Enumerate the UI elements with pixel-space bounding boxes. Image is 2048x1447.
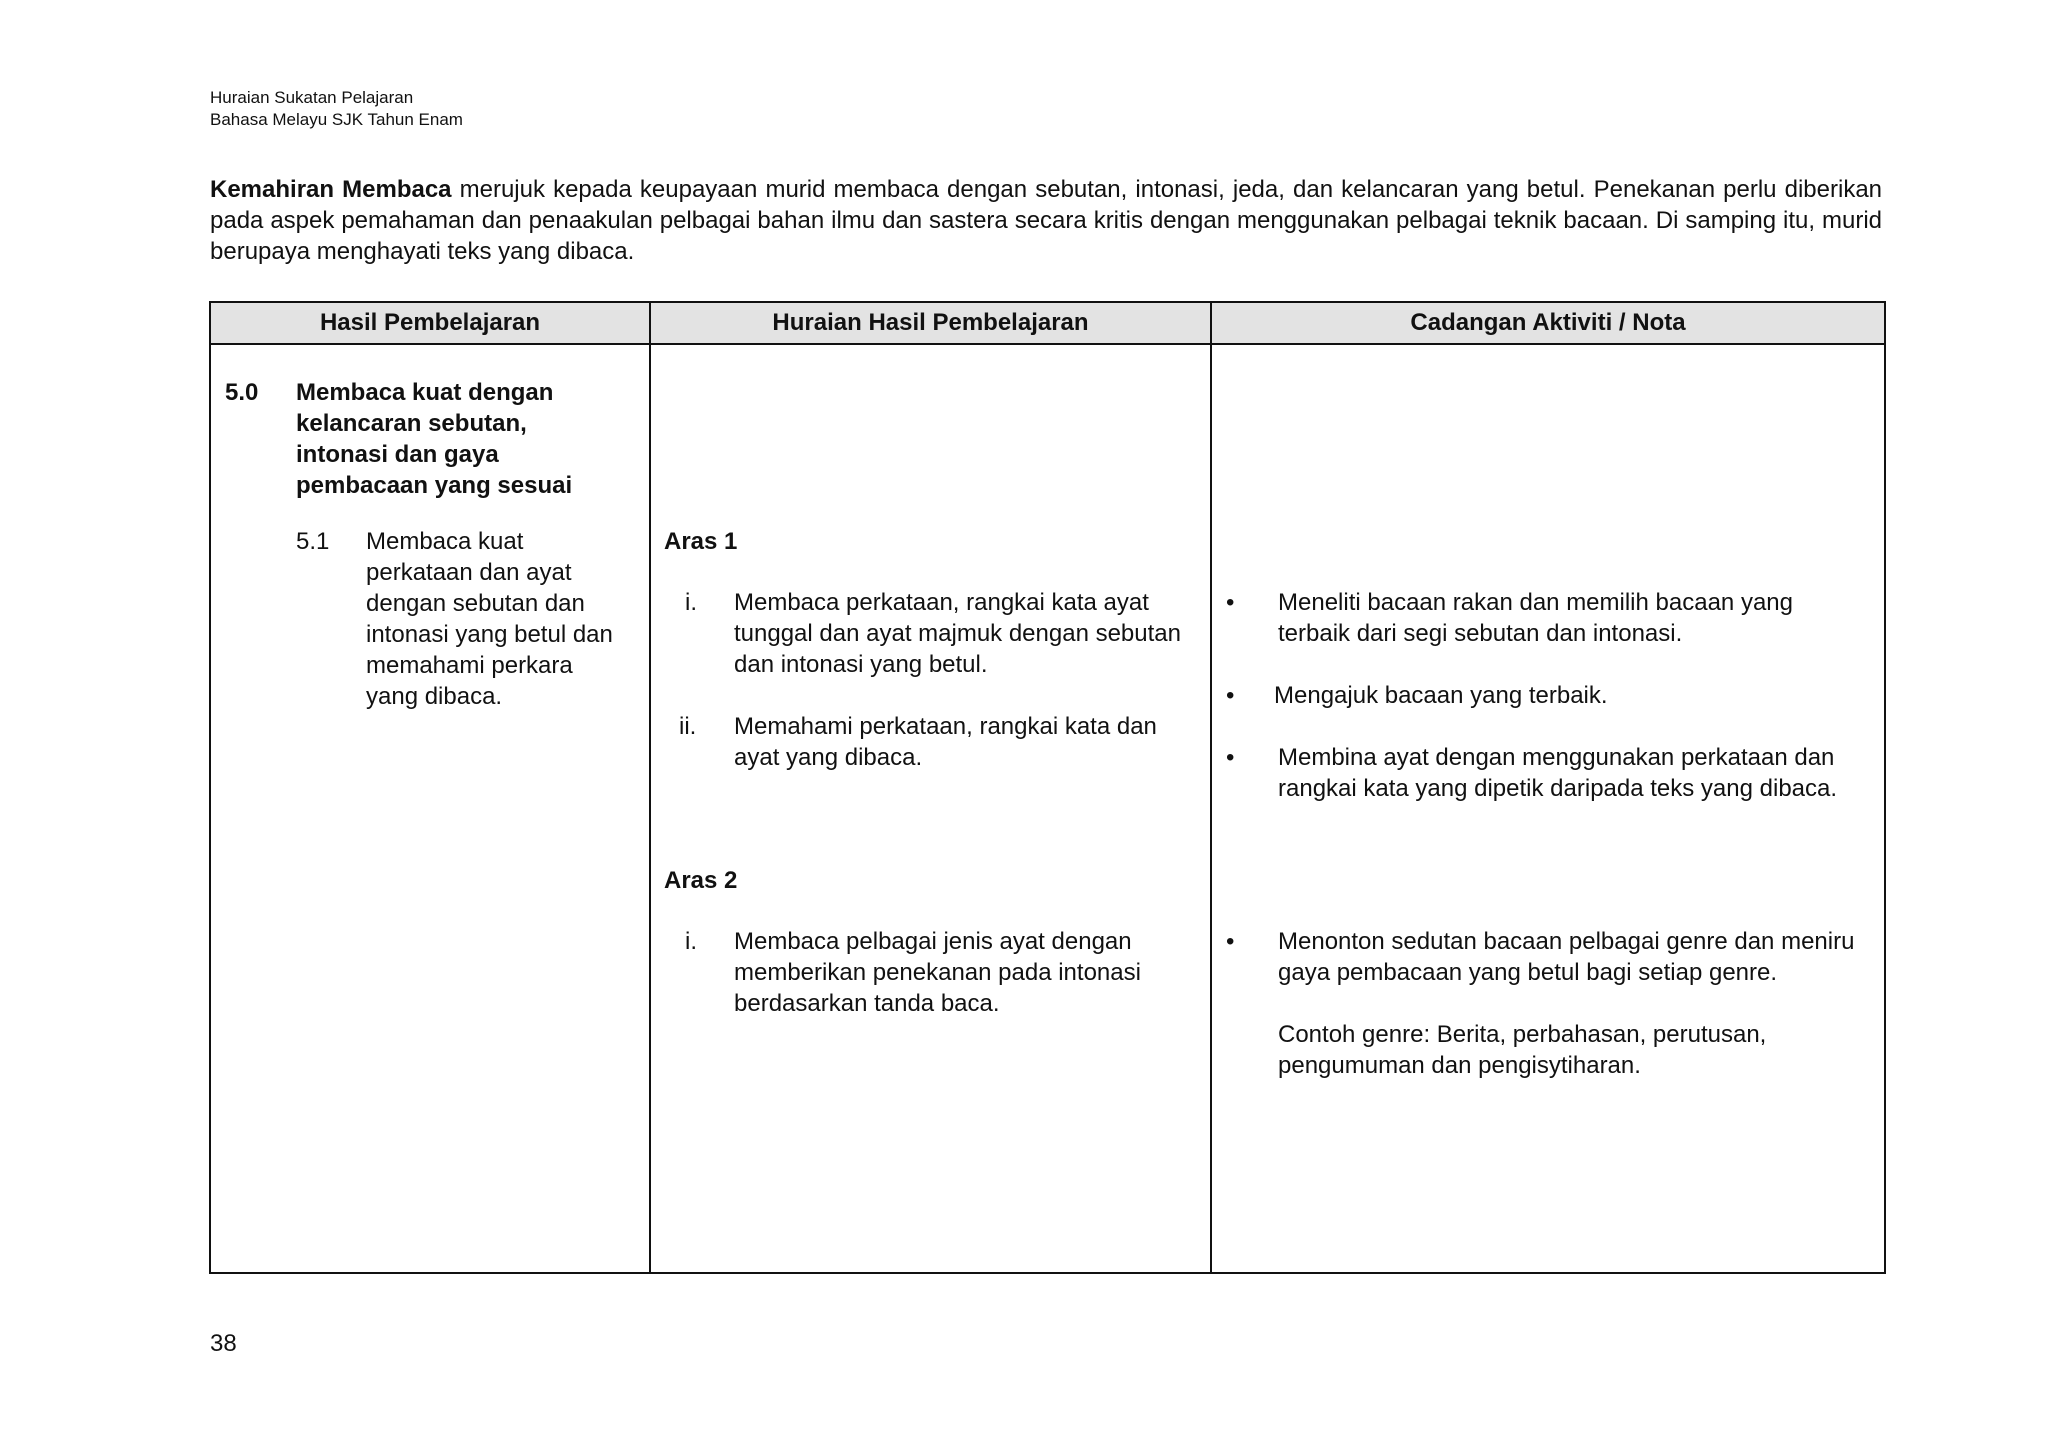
cell-hasil-pembelajaran (210, 344, 650, 1273)
genre-examples: Contoh genre: Berita, perbahasan, perutusan, pengumuman dan pengisytiharan. (1278, 1021, 1767, 1079)
aras-2-item-text: Membaca pelbagai jenis ayat dengan memberikan penekanan pada intonasi berdasarkan tanda baca. (734, 928, 1141, 1017)
document-header (210, 87, 463, 131)
outcome-title: Membaca kuat dengan kelancaran sebutan, intonasi dan gaya pembacaan yang sesuai (296, 379, 573, 499)
outcome-number: 5.0 (225, 379, 259, 406)
header-hasil-pembelajaran: Hasil Pembelajaran (210, 302, 650, 344)
aras-1-item-number: ii. (679, 713, 697, 740)
bullet-icon: • (1226, 928, 1235, 955)
header-line-2: Bahasa Melayu SJK Tahun Enam (210, 110, 463, 129)
sub-outcome-text: Membaca kuat perkataan dan ayat dengan sebutan dan intonasi yang betul dan memahami perkara yang dibaca. (366, 528, 613, 710)
aras-1-item-text: Memahami perkataan, rangkai kata dan ayat yang dibaca. (734, 713, 1157, 771)
aras-1-item-text: Membaca perkataan, rangkai kata ayat tunggal dan ayat majmuk dengan sebutan dan intonasi yang betul. (734, 589, 1181, 678)
table-row (210, 344, 1885, 1273)
bullet-icon: • (1226, 682, 1235, 709)
header-huraian-hasil-pembelajaran: Huraian Hasil Pembelajaran (650, 302, 1211, 344)
page-number: 38 (210, 1330, 237, 1357)
aras-1-label: Aras 1 (664, 528, 738, 555)
table-header-row (210, 302, 1885, 344)
cell-cadangan (1211, 344, 1885, 1273)
learning-outcomes-table (209, 301, 1886, 1274)
activity-item: Mengajuk bacaan yang terbaik. (1274, 682, 1608, 709)
intro-paragraph (210, 174, 1882, 267)
intro-text: merujuk kepada keupayaan murid membaca dengan sebutan, intonasi, jeda, dan kelancaran yang betul. Penekanan perlu diberikan pada aspek pemahaman dan penaakulan pelbagai bahan ilmu dan sastera secara kritis dengan menggunakan pelbagai teknik bacaan. Di samping itu, murid berupaya menghayati teks yang dibaca. (210, 176, 1883, 265)
activity-item: Menonton sedutan bacaan pelbagai genre dan meniru gaya pembacaan yang betul bagi setiap genre. (1278, 928, 1855, 986)
bullet-icon: • (1226, 589, 1235, 616)
aras-1-item-number: i. (685, 589, 697, 616)
sub-outcome-number: 5.1 (296, 528, 330, 555)
header-line-1: Huraian Sukatan Pelajaran (210, 88, 414, 107)
aras-2-label: Aras 2 (664, 867, 738, 894)
activity-item: Membina ayat dengan menggunakan perkataan dan rangkai kata yang dipetik daripada teks yang dibaca. (1278, 744, 1838, 802)
aras-2-item-number: i. (685, 928, 697, 955)
bullet-icon: • (1226, 744, 1235, 771)
intro-bold-lead: Kemahiran Membaca (210, 176, 452, 203)
activity-item: Meneliti bacaan rakan dan memilih bacaan yang terbaik dari segi sebutan dan intonasi. (1278, 589, 1793, 647)
cell-huraian (650, 344, 1211, 1273)
header-cadangan-aktiviti: Cadangan Aktiviti / Nota (1211, 302, 1885, 344)
